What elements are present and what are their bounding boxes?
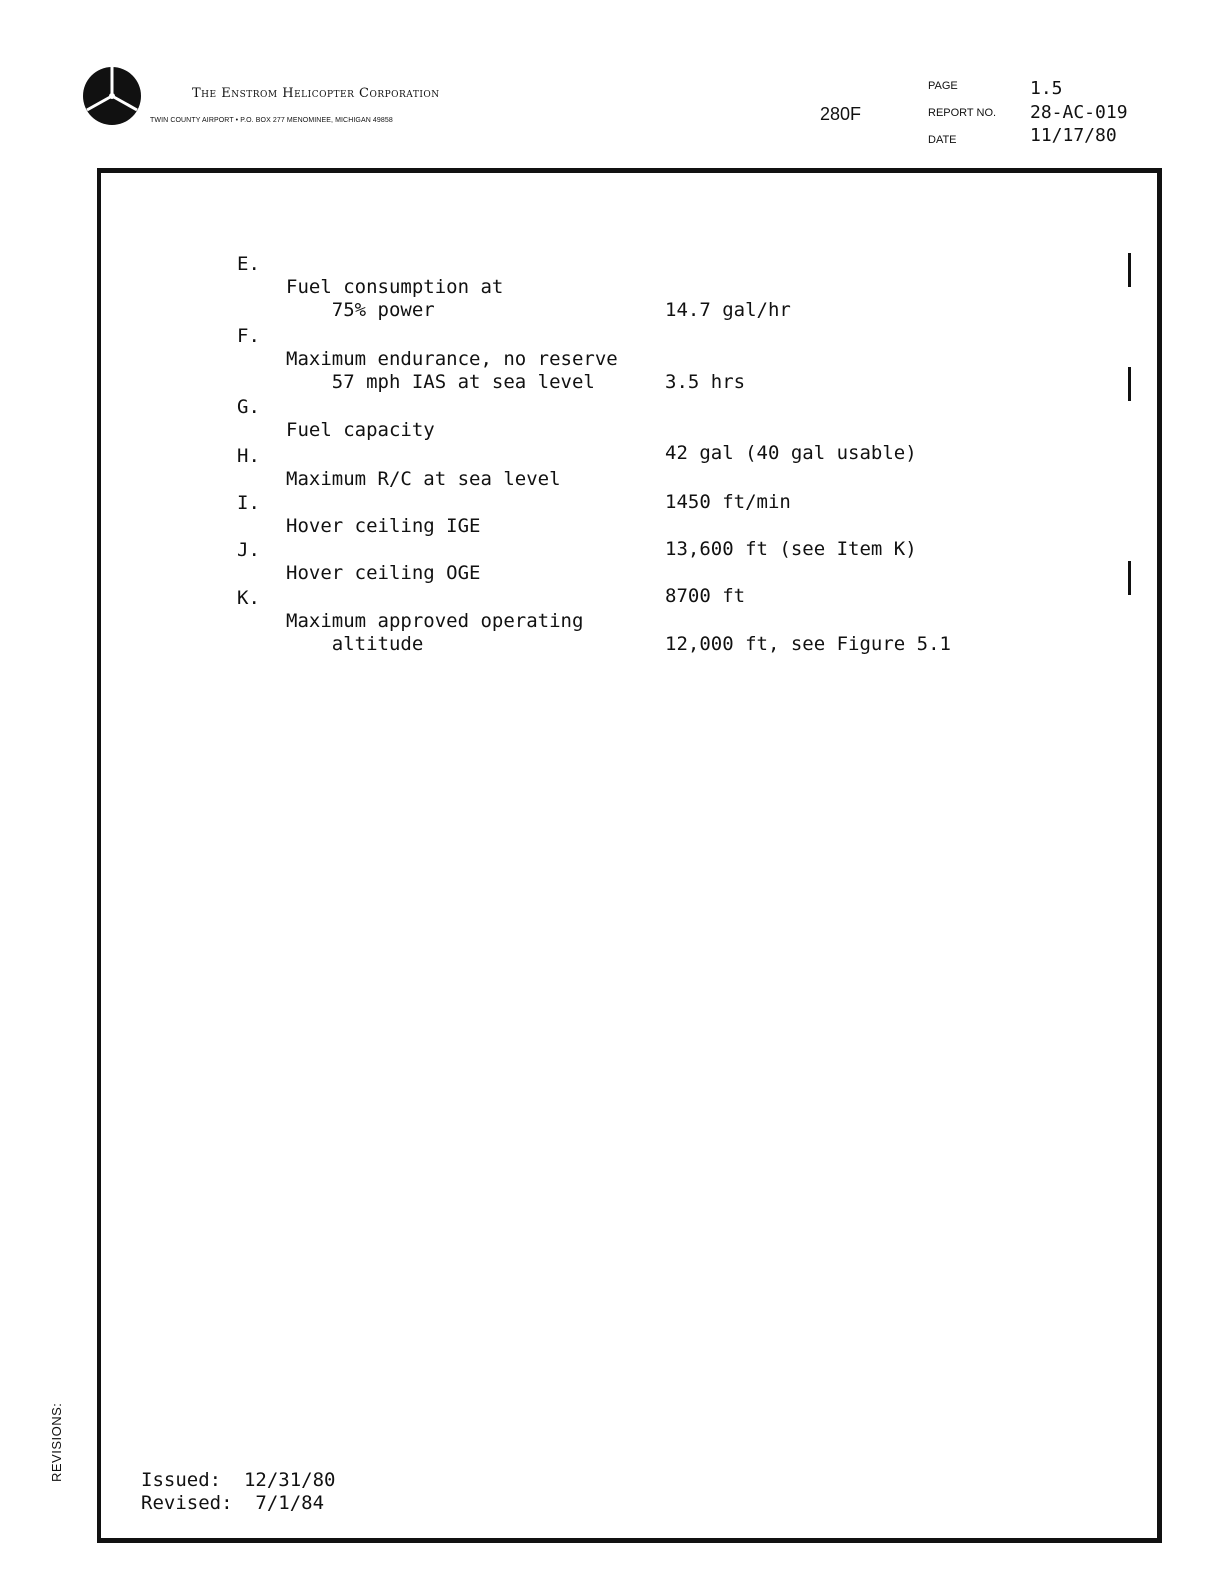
spec-value: 42 gal (40 gal usable)	[665, 442, 917, 464]
spec-letter: F.	[237, 325, 260, 347]
spec-letter: E.	[237, 253, 260, 275]
spec-label: Hover ceiling IGE	[286, 515, 481, 537]
date-label: DATE	[928, 134, 957, 146]
revision-bar	[1128, 561, 1131, 595]
spec-value: 3.5 hrs	[665, 371, 746, 393]
spec-label: Maximum endurance, no reserve 57 mph IAS at sea level	[286, 348, 618, 393]
spec-letter: J.	[237, 539, 260, 561]
spec-value: 8700 ft	[665, 585, 746, 607]
report-number-label: REPORT NO.	[928, 107, 997, 119]
spec-label: Hover ceiling OGE	[286, 562, 481, 584]
page-value: 1.5	[1030, 78, 1063, 99]
spec-label: Fuel capacity	[286, 419, 435, 441]
company-name: The Enstrom Helicopter Corporation	[192, 86, 440, 101]
revision-bar	[1128, 367, 1131, 401]
spec-value: 14.7 gal/hr	[665, 299, 791, 321]
spec-label: Maximum approved operating altitude	[286, 610, 584, 655]
page-label: PAGE	[928, 80, 958, 92]
revisions-label: REVISIONS:	[49, 1402, 64, 1482]
spec-letter: I.	[237, 492, 260, 514]
spec-value: 13,600 ft (see Item K)	[665, 538, 917, 560]
issued-date: Issued: 12/31/80	[141, 1469, 336, 1491]
spec-letter: K.	[237, 587, 260, 609]
revision-bar	[1128, 253, 1131, 287]
spec-label: Maximum R/C at sea level	[286, 468, 561, 490]
revised-date: Revised: 7/1/84	[141, 1492, 325, 1514]
company-address: TWIN COUNTY AIRPORT • P.O. BOX 277 MENOMINEE, MICHIGAN 49858	[150, 117, 393, 124]
company-logo	[82, 66, 142, 126]
spec-label: Fuel consumption at 75% power	[286, 276, 504, 321]
spec-value: 12,000 ft, see Figure 5.1	[665, 633, 951, 655]
model-number: 280F	[820, 104, 862, 124]
report-number-value: 28-AC-019	[1030, 102, 1128, 123]
page-border	[97, 168, 1162, 1543]
date-value: 11/17/80	[1030, 125, 1117, 146]
spec-value: 1450 ft/min	[665, 491, 791, 513]
spec-letter: G.	[237, 396, 260, 418]
spec-letter: H.	[237, 445, 260, 467]
